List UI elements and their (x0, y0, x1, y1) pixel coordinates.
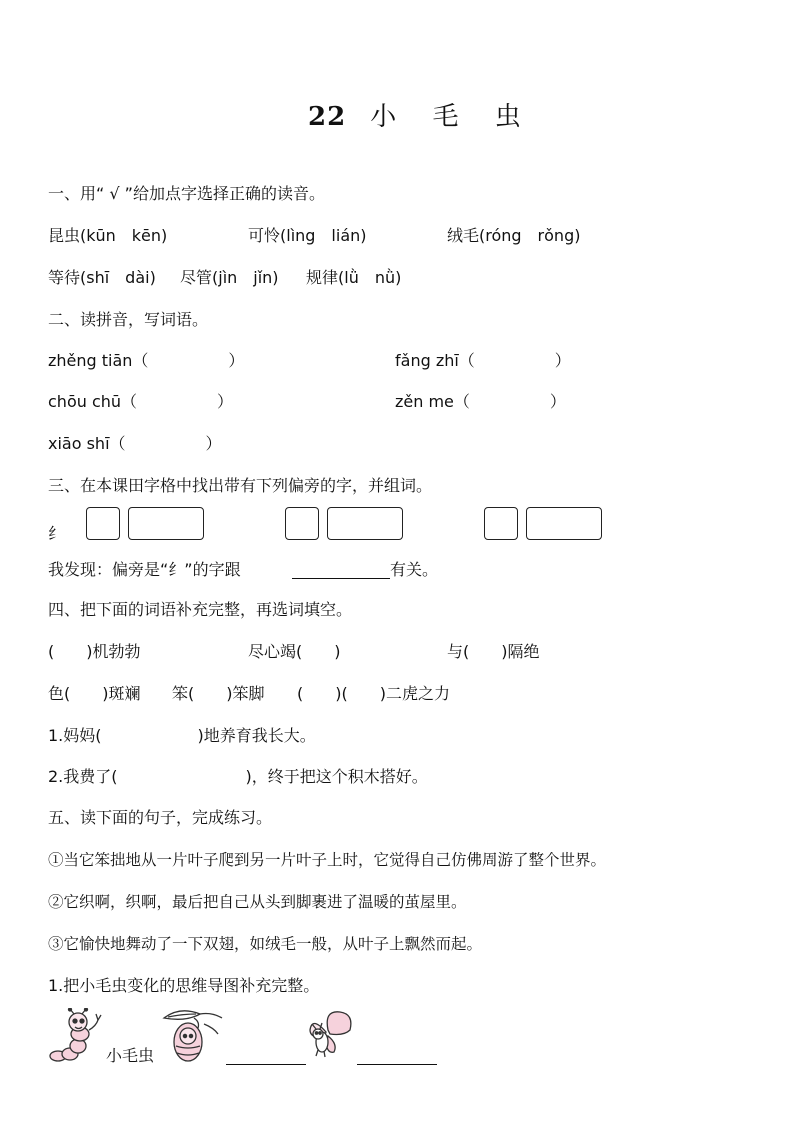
pinyin-choice-item: 可怜(lìng lián) (248, 226, 367, 245)
idiom-item: 与( )隔绝 (447, 642, 540, 661)
caterpillar-icon (48, 1008, 106, 1064)
pinyin-choice-item: 绒毛(róng rǒng) (447, 226, 581, 245)
section-2-heading: 二、读拼音，写词语。 (48, 310, 209, 329)
word-box[interactable] (526, 507, 602, 540)
idiom-item: 尽心竭( ) (248, 642, 341, 661)
discover-suffix: 有关。 (390, 560, 439, 579)
fill-question-1: 1.妈妈( )地养育我长大。 (48, 726, 316, 745)
lesson-number: 22 (308, 102, 347, 132)
char-box[interactable] (285, 507, 319, 540)
mindmap-question: 1.把小毛虫变化的思维导图补充完整。 (48, 976, 320, 995)
pinyin-word-item: chōu chū（ ） (48, 392, 234, 411)
section-1-heading: 一、用“ √ ”给加点字选择正确的读音。 (48, 184, 325, 203)
reading-sentence: ②它织啊，织啊，最后把自己从头到脚裹进了温暖的茧屋里。 (48, 893, 467, 911)
reading-sentence: ③它愉快地舞动了一下双翅，如绒毛一般，从叶子上飘然而起。 (48, 935, 483, 953)
section-3-heading: 三、在本课田字格中找出带有下列偏旁的字，并组词。 (48, 476, 433, 495)
pinyin-word-item: xiāo shī（ ） (48, 434, 222, 453)
mindmap-blank-2[interactable] (357, 1064, 437, 1065)
pinyin-word-item: zhěng tiān（ ） (48, 351, 245, 370)
pinyin-choice-item: 等待(shī dài) (48, 268, 156, 287)
pinyin-choice-item: 昆虫(kūn kēn) (48, 226, 168, 245)
reading-sentence: ①当它笨拙地从一片叶子爬到另一片叶子上时，它觉得自己仿佛周游了整个世界。 (48, 851, 607, 869)
page-title (308, 96, 535, 133)
idiom-item: ( )机勃勃 (48, 642, 141, 661)
section-5-heading: 五、读下面的句子，完成练习。 (48, 808, 273, 827)
section-4-heading: 四、把下面的词语补充完整，再选词填空。 (48, 600, 353, 619)
idiom-item: ( )( )二虎之力 (297, 684, 450, 703)
cocoon-icon (160, 1008, 224, 1064)
pinyin-choice-item: 尽管(jìn jǐn) (180, 268, 279, 287)
pinyin-word-item: zěn me（ ） (395, 392, 566, 411)
idiom-item: 笨( )笨脚 (172, 684, 265, 703)
word-box[interactable] (128, 507, 204, 540)
butterfly-icon (304, 1008, 356, 1060)
word-box[interactable] (327, 507, 403, 540)
lesson-title: 小 毛 虫 (370, 102, 535, 132)
discover-prefix: 我发现：偏旁是“纟”的字跟 (48, 560, 241, 579)
char-box[interactable] (86, 507, 120, 540)
caterpillar-label: 小毛虫 (106, 1046, 155, 1065)
fill-question-2: 2.我费了( )，终于把这个积木搭好。 (48, 767, 428, 786)
pinyin-choice-item: 规律(lǜ nǜ) (306, 268, 402, 287)
discover-blank[interactable] (292, 578, 390, 579)
radical-label: 纟 (48, 524, 65, 543)
pinyin-word-item: fǎng zhī（ ） (395, 351, 571, 370)
idiom-item: 色( )斑斓 (48, 684, 141, 703)
mindmap-blank-1[interactable] (226, 1064, 306, 1065)
char-box[interactable] (484, 507, 518, 540)
